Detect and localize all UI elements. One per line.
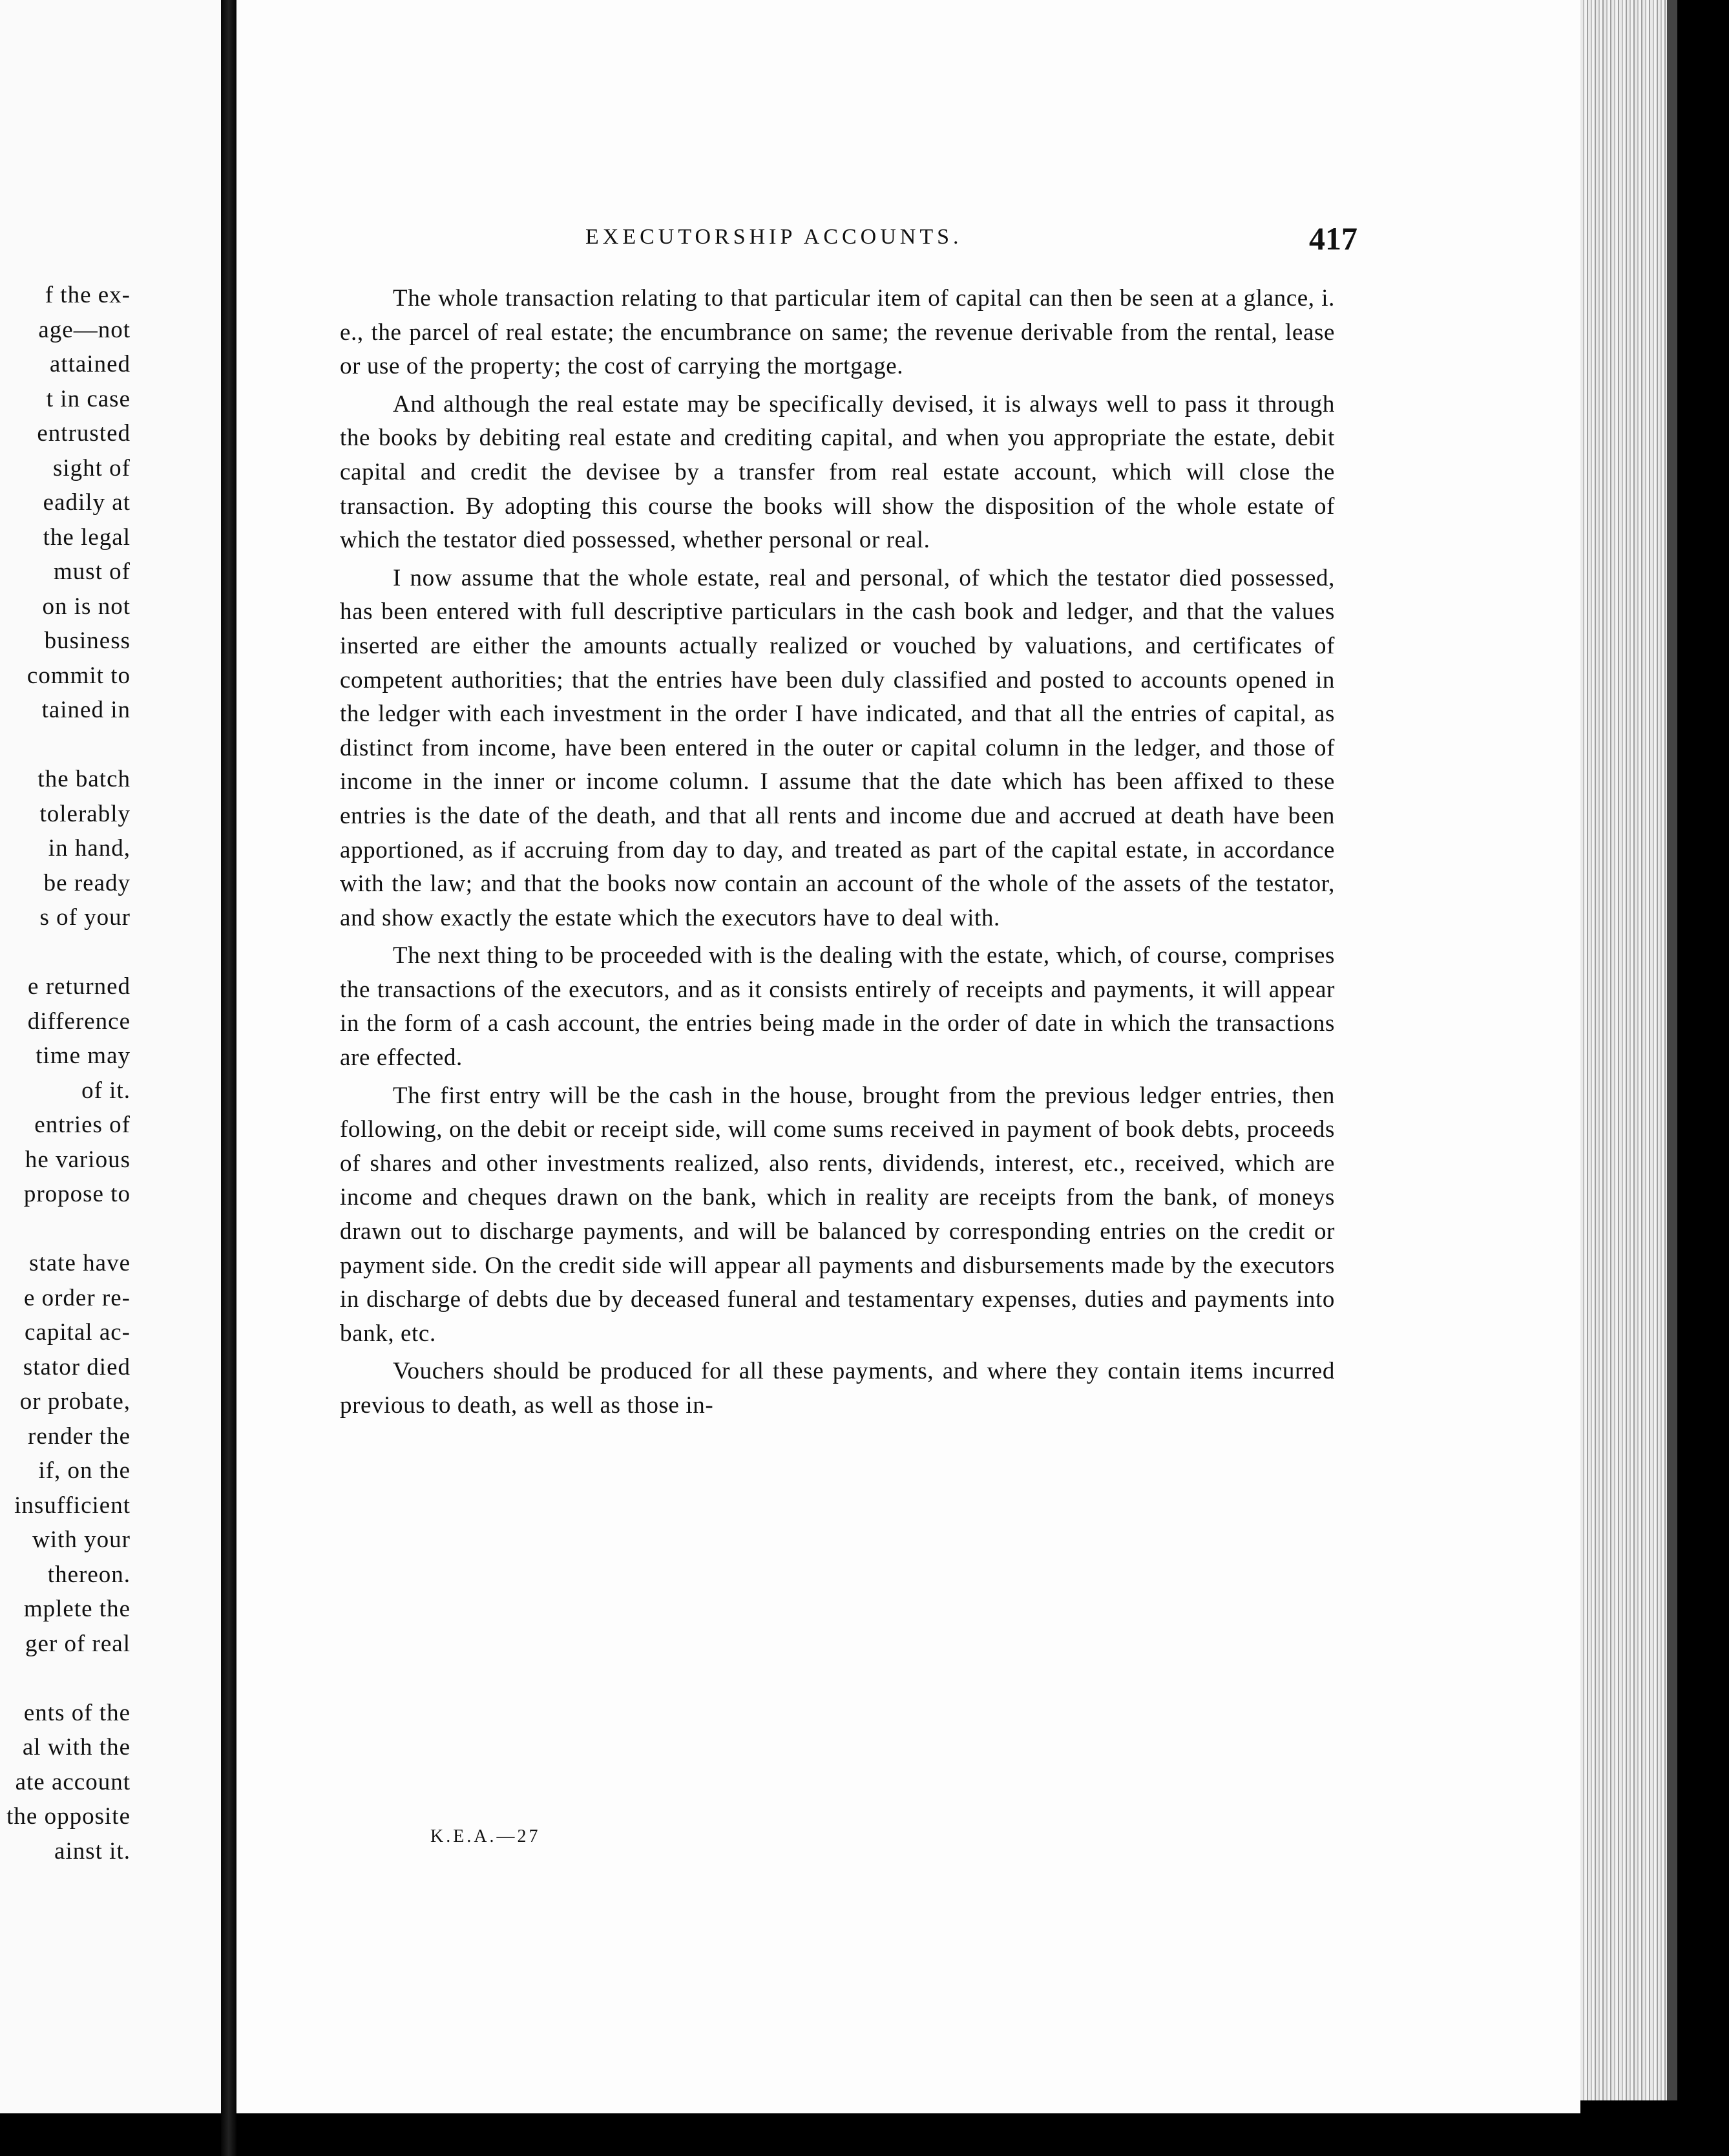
paragraph: The first entry will be the cash in the house, brought from the previous ledger entries, then following, on the debit or receipt side, will come sums received in payment of book debts, proceeds of shares and other investments realized, also rents, dividends, interest, etc., received, which are income and cheques drawn on the bank, which in reality are receipts from the bank, of moneys drawn out to discharge payments, and will be balanced by corresponding entries on the credit or payment side. On the credit side will appear all payments and disbursements made by the executors in discharge of debts due by deceased funeral and testamentary expenses, duties and payments into bank, etc. <box>340 1082 1335 1347</box>
facing-page-line: age—not <box>38 316 131 343</box>
facing-page-line: commit to <box>26 662 131 689</box>
facing-page-line: entries of <box>34 1112 131 1138</box>
running-header <box>236 220 1580 259</box>
facing-page-line: the opposite <box>6 1803 131 1830</box>
facing-page-line: t in case <box>46 385 131 412</box>
facing-page-line: business <box>44 628 131 654</box>
facing-page-line: thereon. <box>47 1561 131 1588</box>
facing-page-line: f the ex- <box>45 282 131 308</box>
facing-page-line: mplete the <box>23 1596 131 1622</box>
book-page <box>236 0 1580 2113</box>
signature-mark: K.E.A.—27 <box>430 1826 541 1846</box>
facing-page-line: of it. <box>81 1077 131 1104</box>
facing-page-line: propose to <box>23 1181 131 1207</box>
facing-page-line: in hand, <box>48 835 131 861</box>
facing-page-line: stator died <box>23 1353 131 1380</box>
facing-page-line: e returned <box>28 973 131 1000</box>
facing-page-line: ate account <box>15 1768 131 1795</box>
facing-page-line: ents of the <box>23 1699 131 1726</box>
facing-page-line: insufficient <box>14 1492 131 1519</box>
facing-page-line: s of your <box>39 904 131 931</box>
facing-page-line: difference <box>27 1008 131 1035</box>
facing-page-line: time may <box>36 1042 131 1069</box>
background-edge <box>1677 0 1729 2156</box>
facing-page-left <box>0 0 221 2113</box>
facing-page-line: e order re- <box>23 1284 131 1311</box>
facing-page-line: or probate, <box>19 1388 131 1415</box>
facing-page-line: be ready <box>43 869 131 896</box>
facing-page-line: eadily at <box>43 489 131 516</box>
facing-page-line: if, on the <box>38 1457 131 1484</box>
paragraph: I now assume that the whole estate, real and personal, of which the testator died possessed, has been entered with full descriptive particulars in the cash book and ledger, and that the values inserted are either the amounts actually realized or vouched by valuations, and certificates of competent authorities; that the entries have been duly classified and posted to accounts opened in the ledger with each investment in the order I have indicated, and that all the entries of capital, as distinct from income, have been entered in the outer or capital column in the ledger, and those of income in the inner or income column. I assume that the date which has been affixed to these entries is the date of the death, and that all rents and income due and accrued at death have been apportioned, as if accruing from day to day, and treated as part of the capital estate, in accordance with the law; and that the books now contain an account of the whole of the assets of the testator, and show exactly the estate which the executors have to deal with. <box>340 564 1335 931</box>
facing-page-line: ger of real <box>25 1630 131 1657</box>
facing-page-line: on is not <box>42 593 131 620</box>
paragraph: The next thing to be proceeded with is the dealing with the estate, which, of course, comprises the transactions of the executors, and as it consists entirely of receipts and payments, it will appear in the form of a cash account, the entries being made in the order of date in which the transactions are effected. <box>340 942 1335 1072</box>
facing-page-line: state have <box>29 1250 131 1276</box>
book-gutter <box>221 0 236 2156</box>
running-title: EXECUTORSHIP ACCOUNTS. <box>585 225 963 249</box>
paragraph: The whole transaction relating to that particular item of capital can then be seen at a glance, i. e., the parcel of real estate; the encumbrance on same; the revenue derivable from the rental, lease or use of the property; the cost of carrying the mortgage. <box>340 285 1335 380</box>
facing-page-line: the legal <box>43 523 131 551</box>
facing-page-line: must of <box>53 558 131 585</box>
page-edges <box>1580 0 1677 2100</box>
facing-page-line: tolerably <box>39 800 131 827</box>
page-number: 417 <box>1309 220 1357 257</box>
facing-page-line: tained in <box>41 697 131 723</box>
facing-page-line: the batch <box>37 766 131 792</box>
facing-page-line: he various <box>25 1146 131 1173</box>
paragraph: And although the real estate may be specifically devised, it is always well to pass it through the books by debiting real estate and crediting capital, and when you appropriate the estate, debit capital and credit the devisee by a transfer from real estate account, which will close the transaction. By adopting this course the books will show the disposition of the whole estate of which the testator died possessed, whether personal or real. <box>340 390 1335 554</box>
facing-page-line: al with the <box>22 1734 131 1760</box>
facing-page-line: attained <box>49 351 131 377</box>
facing-page-line: capital ac- <box>24 1319 131 1346</box>
cover-edge <box>1667 0 1677 2100</box>
facing-page-line: entrusted <box>37 420 131 447</box>
facing-page-line: with your <box>32 1527 131 1553</box>
body-text <box>340 282 1335 1427</box>
facing-page-line: render the <box>28 1422 131 1450</box>
facing-page-line: sight of <box>52 454 131 481</box>
paragraph: Vouchers should be produced for all these payments, and where they contain items incurred previous to death, as well as those in- <box>340 1358 1335 1419</box>
facing-page-line: ainst it. <box>54 1837 131 1865</box>
